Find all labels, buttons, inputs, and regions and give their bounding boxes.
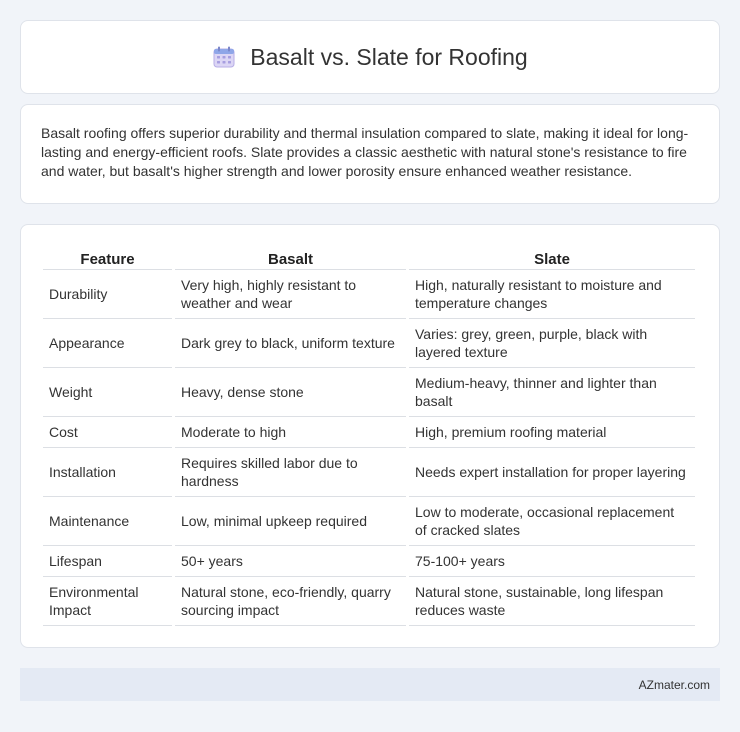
page-title: Basalt vs. Slate for Roofing [250,43,528,70]
table-header-row [43,245,695,270]
feature-cell: Maintenance [43,497,172,546]
footer-bar [20,668,720,701]
intro-card [20,104,720,204]
basalt-cell: Heavy, dense stone [175,368,406,417]
slate-cell: Natural stone, sustainable, long lifespan reduces waste [409,577,695,626]
basalt-cell: Dark grey to black, uniform texture [175,319,406,368]
feature-cell: Installation [43,448,172,497]
comparison-table-card [20,224,720,648]
table-row [43,368,695,417]
feature-cell: Weight [43,368,172,417]
table-row [43,417,695,448]
table-row [43,546,695,577]
basalt-cell: Moderate to high [175,417,406,448]
basalt-cell: Requires skilled labor due to hardness [175,448,406,497]
basalt-cell: Very high, highly resistant to weather and wear [175,270,406,319]
slate-cell: High, naturally resistant to moisture and temperature changes [409,270,695,319]
table-row [43,577,695,626]
table-row [43,497,695,546]
feature-cell: Appearance [43,319,172,368]
table-row [43,319,695,368]
basalt-cell: Natural stone, eco-friendly, quarry sourcing impact [175,577,406,626]
slate-cell: Varies: grey, green, purple, black with layered texture [409,319,695,368]
feature-cell: Durability [43,270,172,319]
slate-cell: Medium-heavy, thinner and lighter than basalt [409,368,695,417]
slate-cell: Needs expert installation for proper layering [409,448,695,497]
feature-cell: Lifespan [43,546,172,577]
table-row [43,448,695,497]
slate-cell: 75-100+ years [409,546,695,577]
slate-cell: High, premium roofing material [409,417,695,448]
header-basalt: Basalt [175,245,406,270]
calendar-icon [212,45,236,69]
title-card [20,20,720,94]
footer-brand[interactable]: AZmater.com [638,677,710,692]
feature-cell: Cost [43,417,172,448]
header-slate: Slate [409,245,695,270]
header-feature: Feature [43,245,172,270]
feature-cell: Environmental Impact [43,577,172,626]
table-row [43,270,695,319]
basalt-cell: 50+ years [175,546,406,577]
slate-cell: Low to moderate, occasional replacement of cracked slates [409,497,695,546]
comparison-table [40,245,698,626]
intro-text: Basalt roofing offers superior durability and thermal insulation compared to slate, making it ideal for long-lasting and energy-efficient roofs. Slate provides a classic aesthetic with natural stone's resistance to fire and water, but basalt's higher strength and lower porosity ensure enhanced weather resistance. [41,125,689,179]
basalt-cell: Low, minimal upkeep required [175,497,406,546]
